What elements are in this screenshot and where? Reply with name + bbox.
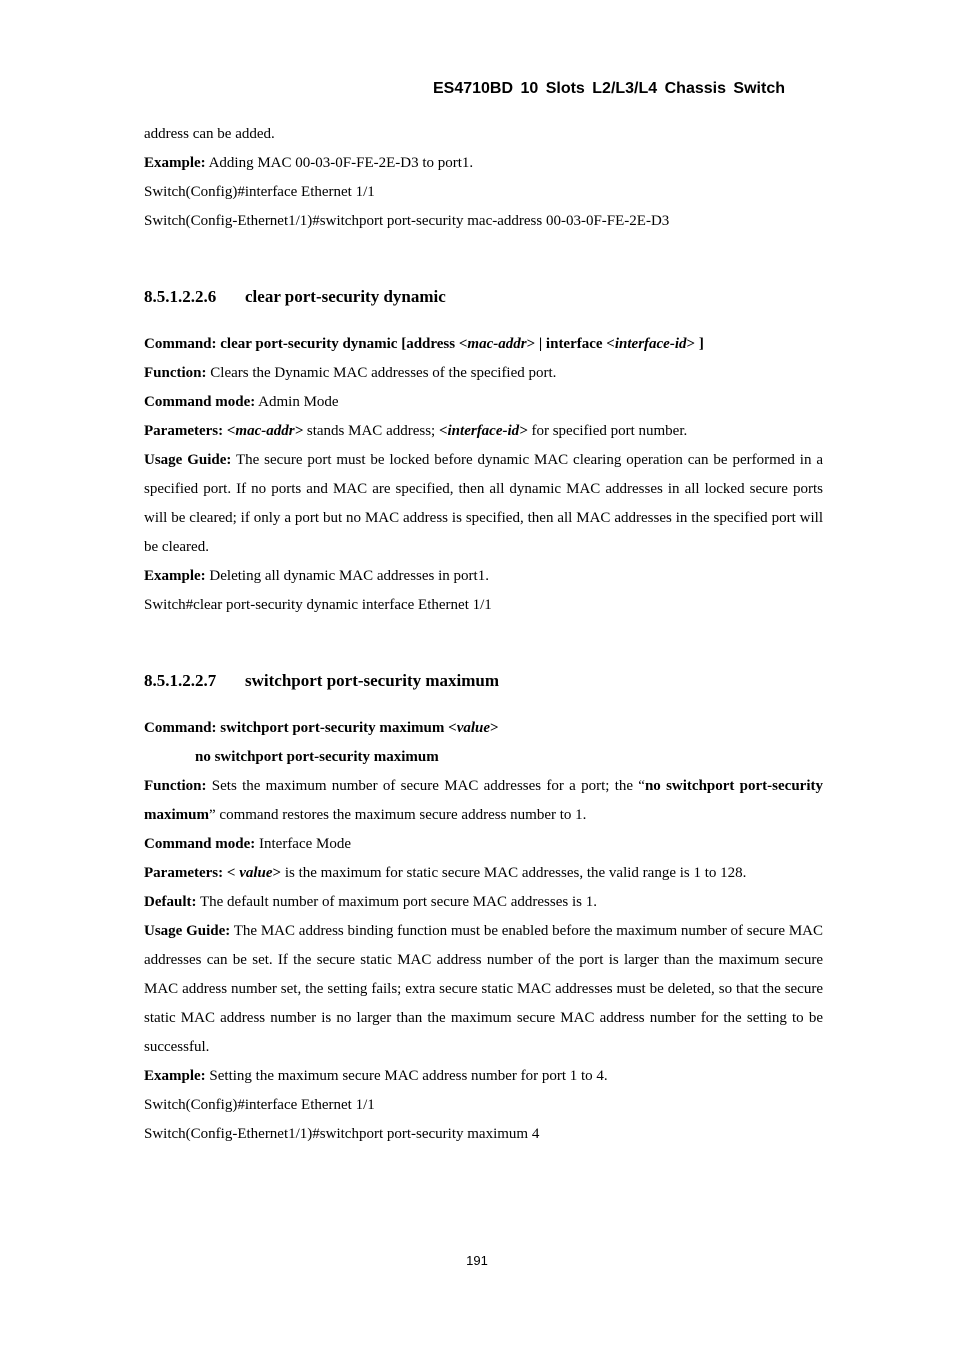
default-line — [144, 888, 823, 917]
example-label: Example: — [144, 155, 206, 171]
params-bracket: < — [223, 865, 240, 881]
example-line — [144, 1062, 823, 1091]
mode-text: Admin Mode — [255, 394, 339, 410]
mode-text: Interface Mode — [255, 836, 352, 852]
parameters-line — [144, 417, 823, 446]
function-line — [144, 359, 823, 388]
command-param-value: value — [456, 720, 491, 736]
function-paragraph — [144, 772, 823, 830]
params-mac: <mac-addr> — [223, 423, 304, 439]
function-text: Sets the maximum number of secure MAC addresses for a port; the “ — [206, 778, 645, 794]
command-mode-line — [144, 388, 823, 417]
section-heading-port-security-maximum — [144, 669, 823, 693]
params-text: is the maximum for static secure MAC addresses, the valid range is 1 to 128. — [281, 865, 747, 881]
params-bracket: > — [272, 865, 282, 881]
example-label: Example: — [144, 1068, 206, 1084]
params-value: value — [239, 865, 273, 881]
section-heading-clear-dynamic — [144, 285, 823, 309]
example-command: Switch#clear port-security dynamic interface Ethernet 1/1 — [144, 597, 492, 613]
params-text: stands MAC address; — [303, 423, 439, 439]
usage-label: Usage Guide: — [144, 923, 231, 939]
params-label: Parameters: — [144, 423, 224, 439]
function-command: no switchport port-security maximum — [144, 778, 823, 823]
function-text: Clears the Dynamic MAC addresses of the specified port. — [206, 365, 557, 381]
params-label: Parameters: — [144, 865, 224, 881]
command-label: Command: — [144, 720, 217, 736]
command-part: > ] — [686, 336, 704, 352]
intro-example — [144, 149, 823, 178]
command-label: Command: — [144, 336, 217, 352]
command-part: > — [490, 720, 499, 736]
command-part: > | interface < — [526, 336, 615, 352]
command-no-form: no switchport port-security maximum — [195, 749, 439, 765]
page-content — [144, 120, 823, 1149]
function-text: ” command restores the maximum secure address number to 1. — [209, 807, 587, 823]
command-part: switchport port-security maximum < — [216, 720, 457, 736]
example-command: Switch(Config-Ethernet1/1)#switchport port-security maximum 4 — [144, 1126, 540, 1142]
params-interface: <interface-id> — [438, 423, 528, 439]
command-syntax — [144, 714, 823, 743]
intro-cmd-1: Switch(Config)#interface Ethernet 1/1 — [144, 184, 375, 200]
page-number: 191 — [466, 1253, 488, 1268]
example-text: Deleting all dynamic MAC addresses in port1. — [205, 568, 489, 584]
section-title: switchport port-security maximum — [245, 671, 500, 690]
page-header-title: ES4710BD 10 Slots L2/L3/L4 Chassis Switch — [432, 80, 785, 97]
section-title: clear port-security dynamic — [245, 287, 446, 306]
section-number: 8.5.1.2.2.7 — [144, 671, 217, 690]
usage-guide-paragraph — [144, 446, 823, 562]
command-part: clear port-security dynamic [address < — [216, 336, 468, 352]
params-text: for specified port number. — [527, 423, 688, 439]
example-label: Example: — [144, 568, 206, 584]
usage-text: The secure port must be locked before dynamic MAC clearing operation can be performed in a specified port. If no ports and MAC are specified, then all dynamic MAC addresses in all locked secure ports will be cleared; if only a port but no MAC address is specified, then all MAC addresses in the specified port will be cleared. — [144, 452, 823, 555]
function-label: Function: — [144, 778, 207, 794]
mode-label: Command mode: — [144, 394, 256, 410]
parameters-line — [144, 859, 823, 888]
section-number: 8.5.1.2.2.6 — [144, 287, 217, 306]
intro-line: address can be added. — [144, 126, 275, 142]
example-text: Adding MAC 00-03-0F-FE-2E-D3 to port1. — [205, 155, 474, 171]
function-label: Function: — [144, 365, 207, 381]
command-param-interface: interface-id — [614, 336, 687, 352]
usage-text: The MAC address binding function must be enabled before the maximum number of secure MAC addresses can be set. If the secure static MAC address number of the port is larger than the maximum secure MAC address number set, the setting fails; extra secure static MAC addresses must be deleted, so that the secure static MAC address number is no larger than the maximum secure MAC address number for the setting to be successful. — [144, 923, 823, 1055]
usage-label: Usage Guide: — [144, 452, 232, 468]
example-command: Switch(Config)#interface Ethernet 1/1 — [144, 1097, 375, 1113]
example-text: Setting the maximum secure MAC address number for port 1 to 4. — [205, 1068, 608, 1084]
usage-guide-paragraph — [144, 917, 823, 1062]
command-syntax — [144, 330, 823, 359]
intro-cmd-2: Switch(Config-Ethernet1/1)#switchport port-security mac-address 00-03-0F-FE-2E-D3 — [144, 213, 670, 229]
command-mode-line — [144, 830, 823, 859]
example-line — [144, 562, 823, 591]
mode-label: Command mode: — [144, 836, 256, 852]
default-text: The default number of maximum port secure MAC addresses is 1. — [196, 894, 597, 910]
command-param-mac: mac-addr — [467, 336, 527, 352]
default-label: Default: — [144, 894, 197, 910]
